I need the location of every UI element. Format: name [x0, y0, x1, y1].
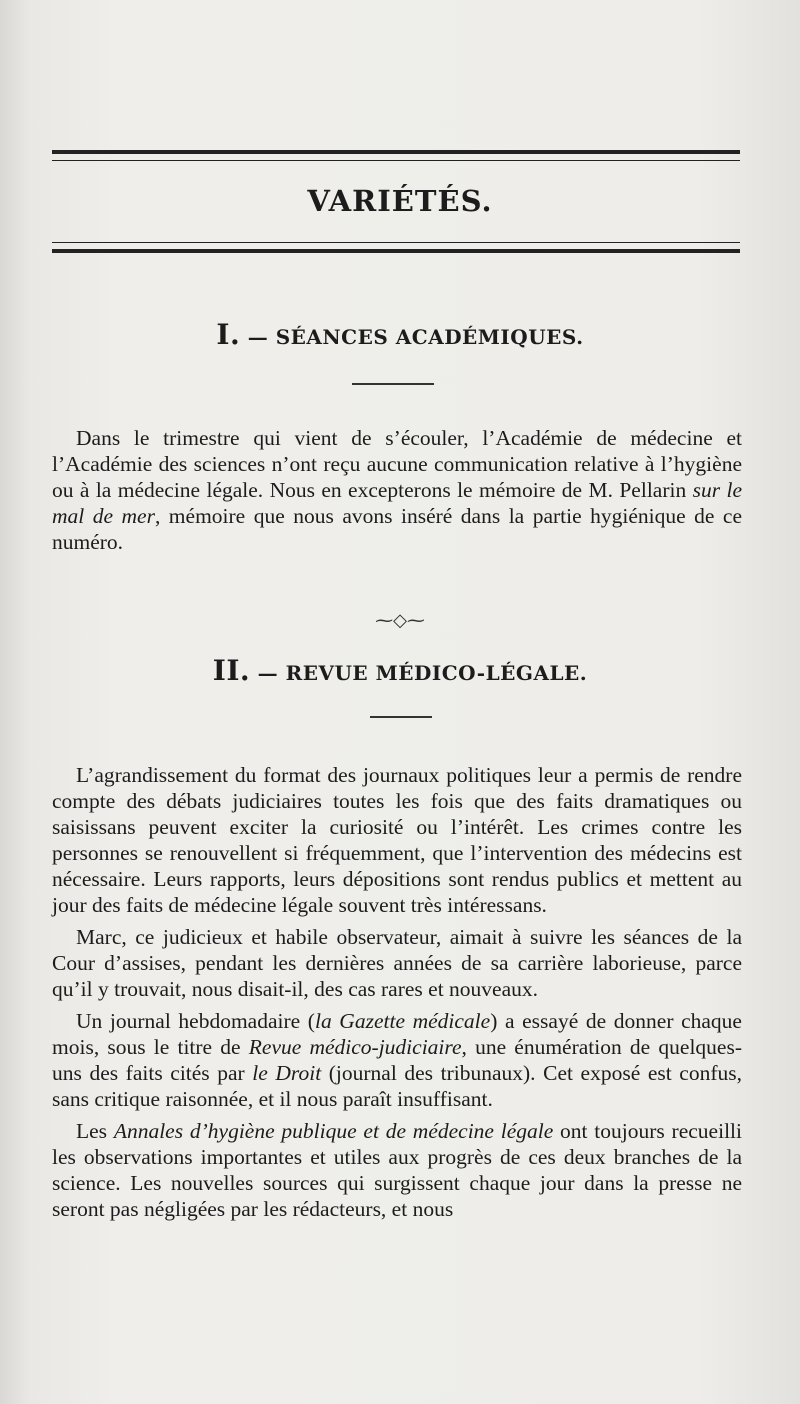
- italic-title: Annales d’hygiène publique et de médecine légale: [113, 1119, 554, 1143]
- paragraph: Les Annales d’hygiène publique et de médecine légale ont toujours recueilli les observations importantes et utiles aux progrès de ces deux branches de la science. Les nouvelles sources qui surgissent chaque jour dans la presse ne seront pas négligées par les rédacteurs, et nous: [52, 1119, 742, 1221]
- section-divider: [352, 383, 434, 385]
- top-rule-thin: [52, 160, 740, 161]
- section-1-text: [52, 425, 742, 561]
- top-rule-thick: [52, 150, 740, 154]
- paragraph: Marc, ce judicieux et habile observateur, aimait à suivre les séances de la Cour d’assises, pendant les dernières années de sa carrière laborieuse, parce qu’il y trouvait, nous disait-il, des cas rares et nouveaux.: [52, 925, 742, 1001]
- paragraph: L’agrandissement du format des journaux politiques leur a permis de rendre compte des débats judiciaires toutes les fois que des faits dramatiques ou saisissans peuvent exciter la curiosité ou l’intérêt. Les crimes contre les personnes se renouvellent si fréquemment, que l’intervention des médecins est nécessaire. Leurs rapports, leurs dépositions sont rendus publics et mettent au jour des faits de médecine légale souvent très intéressans.: [52, 763, 742, 917]
- section-2-text: [52, 762, 742, 1228]
- section-number: I.: [216, 318, 241, 351]
- title-rule-thin: [52, 242, 740, 243]
- italic-title: sur le mal de mer: [52, 478, 742, 528]
- section-number: II.: [212, 654, 251, 687]
- italic-title: Revue médico-judiciaire: [248, 1035, 462, 1059]
- section-title: — SÉANCES ACADÉMIQUES.: [247, 325, 584, 349]
- section-divider: [370, 716, 432, 718]
- ornament-divider: ⁓◇⁓: [375, 610, 425, 631]
- section-title: — REVUE MÉDICO-LÉGALE.: [257, 661, 588, 685]
- paragraph: Dans le trimestre qui vient de s’écouler, l’Académie de médecine et l’Académie des sciences n’ont reçu aucune communication relative à l’hygiène ou à la médecine légale. Nous en excepterons le mémoire de M. Pellarin sur le mal de mer, mémoire que nous avons inséré dans la partie hygiénique de ce numéro.: [52, 426, 742, 554]
- section-heading-2: [0, 654, 800, 687]
- section-heading-1: [0, 318, 800, 351]
- title-rule-thick: [52, 249, 740, 253]
- italic-title: le Droit: [252, 1061, 322, 1085]
- italic-title: la Gazette médicale: [314, 1009, 491, 1033]
- paragraph: Un journal hebdomadaire (la Gazette médicale) a essayé de donner chaque mois, sous le titre de Revue médico-judiciaire, une énumération de quelques-uns des faits cités par le Droit (journal des tribunaux). Cet exposé est confus, sans critique raisonnée, et il nous paraît insuffisant.: [52, 1009, 742, 1111]
- page-title: VARIÉTÉS.: [307, 184, 493, 218]
